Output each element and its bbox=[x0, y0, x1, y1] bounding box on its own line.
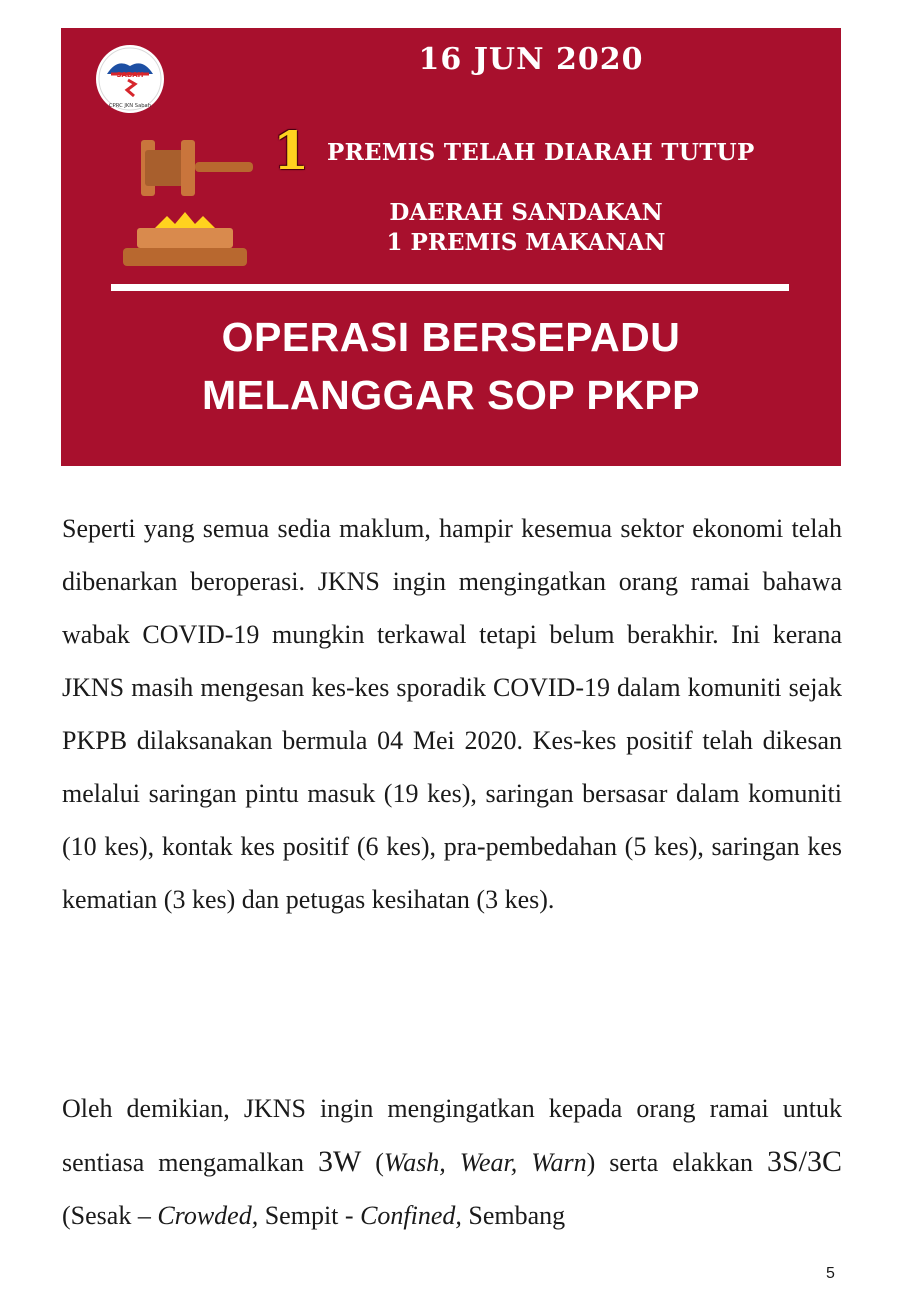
italic-crowded: Crowded, bbox=[157, 1201, 259, 1230]
logo-subtext: CPRC JKN Sabah bbox=[108, 103, 152, 109]
p2-text-2: ( bbox=[361, 1148, 384, 1177]
p2-text-3: ) serta elakkan bbox=[586, 1148, 767, 1177]
district-name: DAERAH SANDAKAN bbox=[389, 199, 663, 226]
paragraph-2 bbox=[62, 1082, 842, 1242]
italic-wash-wear-warn: Wash, Wear, Warn bbox=[383, 1148, 587, 1177]
closed-premises-text: PREMIS TELAH DIARAH TUTUP bbox=[327, 139, 755, 166]
closed-count: 1 bbox=[273, 121, 310, 182]
paragraph-1: Seperti yang semua sedia maklum, hampir kesemua sektor ekonomi telah dibenarkan beroperasi. JKNS ingin mengingatkan orang ramai bahawa wabak COVID-19 mungkin terkawal tetapi belum berakhir. Ini kerana JKNS masih mengesan kes-kes sporadik COVID-19 dalam komuniti sejak PKPB dilaksanakan bermula 04 Mei 2020. Kes-kes positif telah dikesan melalui saringan pintu masuk (19 kes), saringan bersasar dalam komuniti (10 kes), kontak kes positif (6 kes), pra-pembedahan (5 kes), saringan kes kematian (3 kes) dan petugas kesihatan (3 kes). bbox=[62, 514, 842, 914]
announcement-banner bbox=[61, 28, 841, 466]
page-number: 5 bbox=[826, 1265, 835, 1282]
premises-type: 1 PREMIS MAKANAN bbox=[386, 229, 666, 256]
term-3w: 3W bbox=[318, 1145, 362, 1178]
headline-line-1: OPERASI BERSEPADU bbox=[221, 314, 681, 360]
p2-text-1: Oleh demikian, JKNS ingin mengingatkan kepada orang ramai untuk sentiasa mengamalkan bbox=[62, 1094, 842, 1177]
p2-text-6: Sembang bbox=[461, 1201, 566, 1230]
p2-text-4: (Sesak – bbox=[62, 1201, 158, 1230]
logo-text: SABAH bbox=[116, 71, 144, 79]
banner-date: 16 JUN 2020 bbox=[418, 42, 644, 77]
banner-headline bbox=[61, 308, 841, 424]
italic-confined: Confined, bbox=[360, 1201, 462, 1230]
term-3s3c: 3S/3C bbox=[766, 1145, 842, 1178]
p2-text-5: Sempit - bbox=[258, 1201, 361, 1230]
gavel-icon bbox=[115, 136, 255, 276]
district-block bbox=[351, 198, 701, 258]
banner-divider bbox=[111, 284, 789, 291]
sabah-logo bbox=[95, 44, 165, 114]
headline-line-2: MELANGGAR SOP PKPP bbox=[201, 372, 701, 418]
